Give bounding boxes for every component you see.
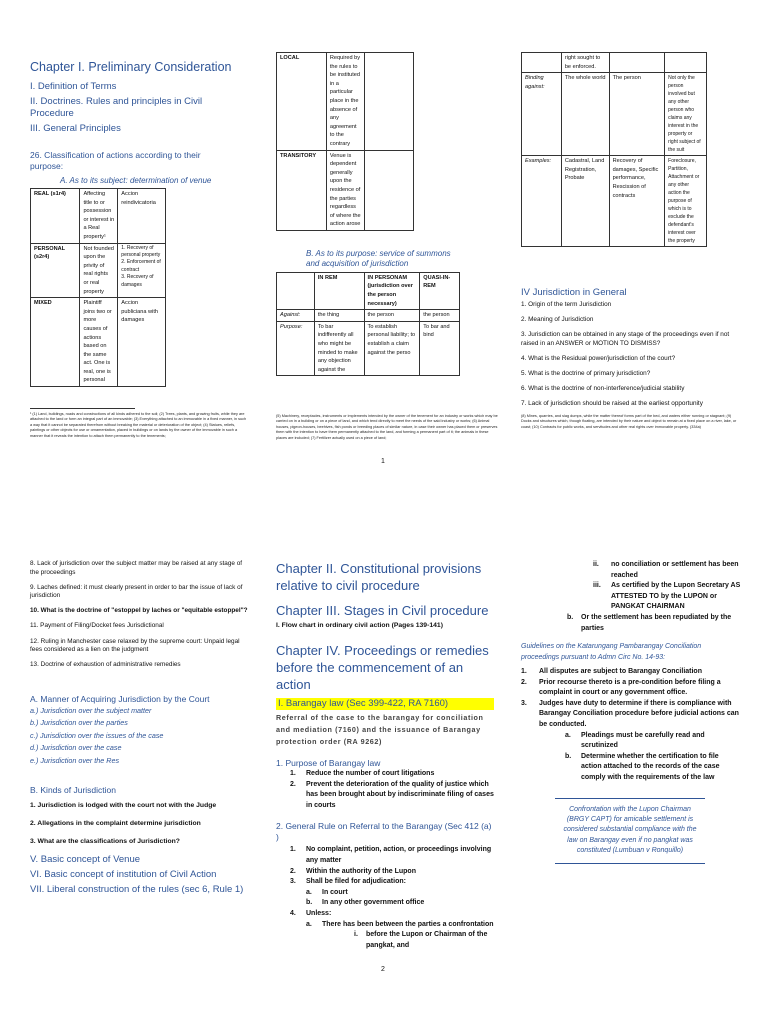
page1-column-1	[30, 60, 248, 460]
table-cell: Foreclosure, Partition, Attachment or any other action the purpose of which is to exclude the defendant's interest over the property	[665, 156, 707, 247]
table-cell	[522, 53, 562, 73]
table-cell	[665, 53, 707, 73]
chapter-3-title: Chapter III. Stages in Civil procedure	[276, 603, 489, 618]
list-item-text: In any other government office	[322, 899, 425, 907]
subsection-a-title: A. As to its subject: determination of venue	[60, 176, 212, 185]
footnote-divider	[30, 408, 135, 409]
table-cell: Affecting title to or possession or interest in a Real property¹	[80, 189, 118, 244]
referral-text: Referral of the case to the barangay for conciliation and mediation (7160) and the issuance of Barangay protection order (RA 9262)	[276, 713, 484, 746]
list-item: 4. Unless:	[290, 909, 332, 917]
list-item-text: Prior recourse thereto is a pre-condition before filing a complaint in court or any government office.	[539, 678, 721, 697]
table-cell: Purpose:	[277, 321, 315, 376]
table-cell: the thing	[314, 310, 364, 322]
section-vii-title: VII. Liberal construction of the rules (sec 6, Rule 1)	[30, 884, 244, 896]
section-a-title: A. Manner of Acquiring Jurisdiction by the Court	[30, 693, 210, 704]
list-item: 12. Ruling in Manchester case relaxed by the supreme court: Unpaid legal fees considered as a lien on the judgment	[30, 637, 240, 654]
list-item: e.) Jurisdiction over the Res	[30, 755, 120, 765]
list-item-text: No complaint, petition, action, or proceedings involving any matter	[306, 846, 492, 864]
table-cell: To bar indifferently all who might be minded to make any objection against the	[314, 321, 364, 376]
page-1	[0, 0, 768, 500]
table-cell: the person	[364, 310, 420, 322]
general-rule-list	[276, 845, 496, 951]
table-cell: REAL (s1r4)	[31, 189, 80, 244]
table-row	[277, 272, 460, 309]
list-item: 2. Prevent the deterioration of the quality of justice which has been brought about by indiscriminate filing of cases in courts	[290, 780, 494, 809]
list-item-text: Shall be filed for adjudication:	[306, 878, 406, 886]
table-cell: PERSONAL (s2r4)	[31, 243, 80, 298]
general-rule-title: 2. General Rule on Referral to the Barangay (Sec 412 (a) )	[276, 821, 492, 843]
toc-item: II. Doctrines. Rules and principles in Civil Procedure	[30, 96, 203, 119]
list-item-text: Unless:	[306, 909, 332, 917]
manner-list	[30, 705, 248, 768]
list-item: 3. Judges have duty to determine if there is compliance with Barangay Conciliation procedure before judicial actions can be conducted.	[521, 699, 739, 728]
footnote-text: (8) Mines, quarries, and slag dumps, while the matter thereof forms part of the bed, and waters either running or stagnant; (9) Docks and structures which, though floating, are intended by their nature and object to remain at a fixed place on a river, lake, or coast; (10) Contracts for public works, and servitudes and other real rights over immovable property. (334a)	[521, 414, 737, 429]
table-row	[277, 53, 414, 151]
list-item-text: Judges have duty to determine if there is compliance with Barangay Conciliation procedure before judicial actions can be conducted.	[539, 699, 739, 728]
jurisdiction-list	[521, 301, 739, 409]
table-cell	[277, 272, 315, 309]
flow-chart-item: I. Flow chart in ordinary civil action (Pages 139-141)	[276, 622, 443, 629]
page2-column-2	[276, 560, 496, 980]
list-item: b.) Jurisdiction over the parties	[30, 718, 128, 728]
list-item: b. In any other government office	[306, 899, 425, 907]
list-item: b. Or the settlement has been repudiated by the parties	[567, 613, 732, 632]
page2-column-3	[521, 560, 741, 960]
page-number: 1	[381, 458, 385, 465]
footnote-text: (5) Machinery, receptacles, instruments or implements intended by the owner of the tenement for an industry or works which may be carried on in a building or on a piece of land, and which tend directly to meet the needs of the said industry or works; (6) Animal houses, pigeon-houses, beehives, fish ponds or breeding places of similar nature, in case their owner has placed them or preserves them with the intention to have them permanently attached to the land, and forming a permanent part of it; the animals in these places are included; (7) Fertilizer actually used on a piece of land;	[276, 414, 498, 440]
binding-table	[521, 52, 707, 247]
page-2	[0, 500, 768, 1024]
table-cell: Required by the rules to be instituted in a particular place in the absence of any agreement to the contrary	[326, 53, 364, 151]
list-item: 2. Prior recourse thereto is a pre-condition before filing a complaint in court or any government office.	[521, 678, 721, 697]
table-row	[522, 156, 707, 247]
table-cell: Accion publiciana with damages	[118, 298, 166, 387]
table-cell: right sought to be enforced.	[561, 53, 609, 73]
table-cell	[364, 150, 413, 230]
list-item-text: There has been between the parties a confrontation	[322, 920, 494, 928]
table-cell: To establish personal liability; to establish a claim against the perso	[364, 321, 420, 376]
table-cell: MIXED	[31, 298, 80, 387]
table-cell: The whole world	[561, 73, 609, 156]
list-item-text: All disputes are subject to Barangay Conciliation	[539, 667, 702, 675]
list-item-text: Determine whether the certification to file action attached to the records of the case comply with the requirements of the law	[581, 752, 720, 781]
table-row	[277, 310, 460, 322]
list-item: 2. Within the authority of the Lupon	[290, 867, 416, 875]
table-cell	[609, 53, 665, 73]
list-item: 8. Lack of jurisdiction over the subject matter may be raised at any stage of the proceedings	[30, 560, 243, 576]
table-cell: TRANSITORY	[277, 150, 327, 230]
list-item: 4. What is the Residual power/jurisdiction of the court?	[521, 355, 676, 363]
roman-list	[521, 560, 741, 634]
page1-footnote-1	[30, 404, 248, 464]
toc-item: I. Definition of Terms	[30, 81, 117, 92]
list-item: 1. Reduce the number of court litigations	[290, 770, 435, 777]
list-item-text: no conciliation or settlement has been reached	[611, 561, 739, 579]
list-item: 7. Lack of jurisdiction should be raised at the earliest opportunity	[521, 400, 703, 408]
section-b-title: B. Kinds of Jurisdiction	[30, 785, 116, 796]
page1-footnote-3	[521, 414, 739, 454]
table-cell: The person	[609, 73, 665, 156]
subsection-b-title: B. As to its purpose: service of summons and acquisition of jurisdiction	[306, 248, 451, 268]
local-transitory-table	[276, 52, 414, 231]
list-item: a. There has been between the parties a confrontation	[306, 920, 494, 928]
list-item: 2. Allegations in the complaint determine jurisdiction	[30, 820, 201, 828]
table-cell: QUASI-IN-REM	[420, 272, 460, 309]
table-cell: Not founded upon the privity of real rights or real property	[80, 243, 118, 298]
table-row	[31, 243, 166, 298]
table-row	[277, 321, 460, 376]
section-26-title: 26. Classification of actions according to their purpose:	[30, 150, 201, 171]
table-cell	[364, 53, 413, 151]
chapter-4-title: Chapter IV. Proceedings or remedies before the commencement of an action	[276, 643, 489, 692]
list-item-text: Reduce the number of court litigations	[306, 770, 435, 777]
footnote-text: ¹ (1) Land, buildings, roads and constructions of all kinds adhered to the soil; (2) Trees, plants, and growing fruits, while they are attached to the land or form an integral part of an immovable; (3) Everything attached to an immovable in a fixed manner, in such a way that it cannot be separated therefrom without breaking the material or deterioration of the object; (4) Statues, reliefs, paintings or other objects for use or ornamentation, placed in buildings or on lands by the owner of the immovable in such a manner that it reveals the intention to attach them permanently to the tenements;	[30, 412, 247, 438]
list-item-text: Or the settlement has been repudiated by the parties	[581, 613, 732, 632]
table-cell: IN PERSONAM (jurisdiction over the person necessary)	[364, 272, 420, 309]
list-item: d.) Jurisdiction over the case	[30, 743, 122, 753]
list-item: 6. What is the doctrine of non-interference/judicial stability	[521, 385, 685, 393]
venue-table	[30, 188, 166, 387]
table-cell: Binding against:	[522, 73, 562, 156]
table-cell: To bar and bind	[420, 321, 460, 376]
barangay-law-highlight: I. Barangay law (Sec 399-422, RA 7160)	[276, 698, 494, 710]
table-cell: Against:	[277, 310, 315, 322]
list-item: a.) Jurisdiction over the subject matter	[30, 705, 152, 715]
guidelines-list	[521, 667, 741, 784]
list-item: 10. What is the doctrine of "estoppel by laches or "equitable estoppel"?	[30, 607, 248, 615]
list-item: 11. Payment of Filing/Docket fees Jurisdictional	[30, 622, 164, 630]
list-item-text: Within the authority of the Lupon	[306, 867, 416, 875]
list-item: 3. Shall be filed for adjudication:	[290, 878, 406, 886]
table-row	[522, 73, 707, 156]
chapter-2-title: Chapter II. Constitutional provisions relative to civil procedure	[276, 561, 482, 593]
purpose-list	[276, 769, 496, 811]
list-item: b. Determine whether the certification to file action attached to the records of the case comply with the requirements of the law	[565, 752, 720, 781]
guidelines-title: Guidelines on the Katarungang Pambarangay Conciliation proceedings pursuant to Admn Circ No. 14-93:	[521, 643, 702, 661]
table-cell: IN REM	[314, 272, 364, 309]
section-iv-title: IV Jurisdiction in General	[521, 287, 627, 299]
list-item: 1. No complaint, petition, action, or proceedings involving any matter	[290, 846, 492, 864]
list-item: 5. What is the doctrine of primary jurisdiction?	[521, 370, 651, 378]
section-v-title: V. Basic concept of Venue	[30, 854, 141, 866]
chapter-1-title: Chapter I. Preliminary Consideration	[30, 60, 232, 74]
table-cell: Venue is dependent generally upon the residence of the parties regardless of where the action arose	[326, 150, 364, 230]
table-cell: 1. Recovery of personal property 2. Enforcement of contract 3. Recovery of damages	[118, 243, 166, 298]
page1-column-3	[521, 52, 739, 408]
list-item: c.) Jurisdiction over the issues of the case	[30, 730, 164, 740]
list-item-text: Prevent the deterioration of the quality of justice which has been brought about by indiscriminate filing of cases in courts	[306, 780, 494, 809]
section-vi-title: VI. Basic concept of institution of Civil Action	[30, 869, 217, 881]
page1-column-2	[276, 52, 466, 392]
table-row	[31, 189, 166, 244]
list-item: 9. Laches defined: it must clearly present in order to bar the issue of lack of jurisdiction	[30, 583, 243, 600]
list-item: 2. Meaning of Jurisdiction	[521, 316, 594, 324]
list-item: 1. All disputes are subject to Barangay Conciliation	[521, 667, 702, 675]
list-item: ii. no conciliation or settlement has been reached	[593, 561, 739, 579]
list-item-text: Pleadings must be carefully read and scrutinized	[581, 731, 705, 750]
table-row	[31, 298, 166, 387]
toc-item: III. General Principles	[30, 123, 121, 134]
list-item-text: In court	[322, 888, 348, 896]
list-item-text: before the Lupon or Chairman of the pangkat, and	[366, 931, 488, 949]
table-cell: Not only the person involved but any other person who claims any interest in the property or right subject of the suit	[665, 73, 707, 156]
table-cell: LOCAL	[277, 53, 327, 151]
in-rem-table	[276, 272, 460, 377]
table-cell: Recovery of damages, Specific performance, Rescission of contracts	[609, 156, 665, 247]
page2-column-1	[30, 560, 248, 950]
list-item: 3. Jurisdiction can be obtained in any stage of the proceedings even if not raised in an ANSWER or MOTION TO DISMISS?	[521, 331, 730, 347]
purpose-title: 1. Purpose of Barangay law	[276, 758, 381, 768]
page1-footnote-2	[276, 414, 498, 460]
table-cell: Cadastral, Land Registration, Probate	[561, 156, 609, 247]
list-item-text: As certified by the Lupon Secretary AS ATTESTED TO by the LUPON or PANGKAT CHAIRMAN	[611, 582, 741, 611]
table-cell: the person	[420, 310, 460, 322]
table-cell: Examples:	[522, 156, 562, 247]
list-item: a. In court	[306, 888, 348, 896]
list-item: 3. What are the classifications of Jurisdiction?	[30, 838, 180, 846]
list-item: a. Pleadings must be carefully read and scrutinized	[565, 731, 705, 750]
table-row	[522, 53, 707, 73]
list-item: 1. Jurisdiction is lodged with the court not with the Judge	[30, 802, 217, 810]
list-item: 13. Doctrine of exhaustion of administrative remedies	[30, 661, 181, 669]
table-cell: Accion reindivicatoria	[118, 189, 166, 244]
table-cell: Plaintiff joins two or more causes of actions based on the same act. One is real, one is personal	[80, 298, 118, 387]
list-item: 1. Origin of the term Jurisdiction	[521, 301, 612, 309]
table-row	[277, 150, 414, 230]
page-number: 2	[381, 966, 385, 973]
list-item: iii. As certified by the Lupon Secretary AS ATTESTED TO by the LUPON or PANGKAT CHAIRMAN	[593, 582, 741, 611]
list-item: i. before the Lupon or Chairman of the pangkat, and	[354, 931, 488, 949]
confrontation-note-box: Confrontation with the Lupon Chairman (BRGY CAPT) for amicable settlement is considered substantial compliance with the law on Barangay even if no pangkat was constituted (Lumbuan v Ronquillo)	[555, 798, 705, 864]
